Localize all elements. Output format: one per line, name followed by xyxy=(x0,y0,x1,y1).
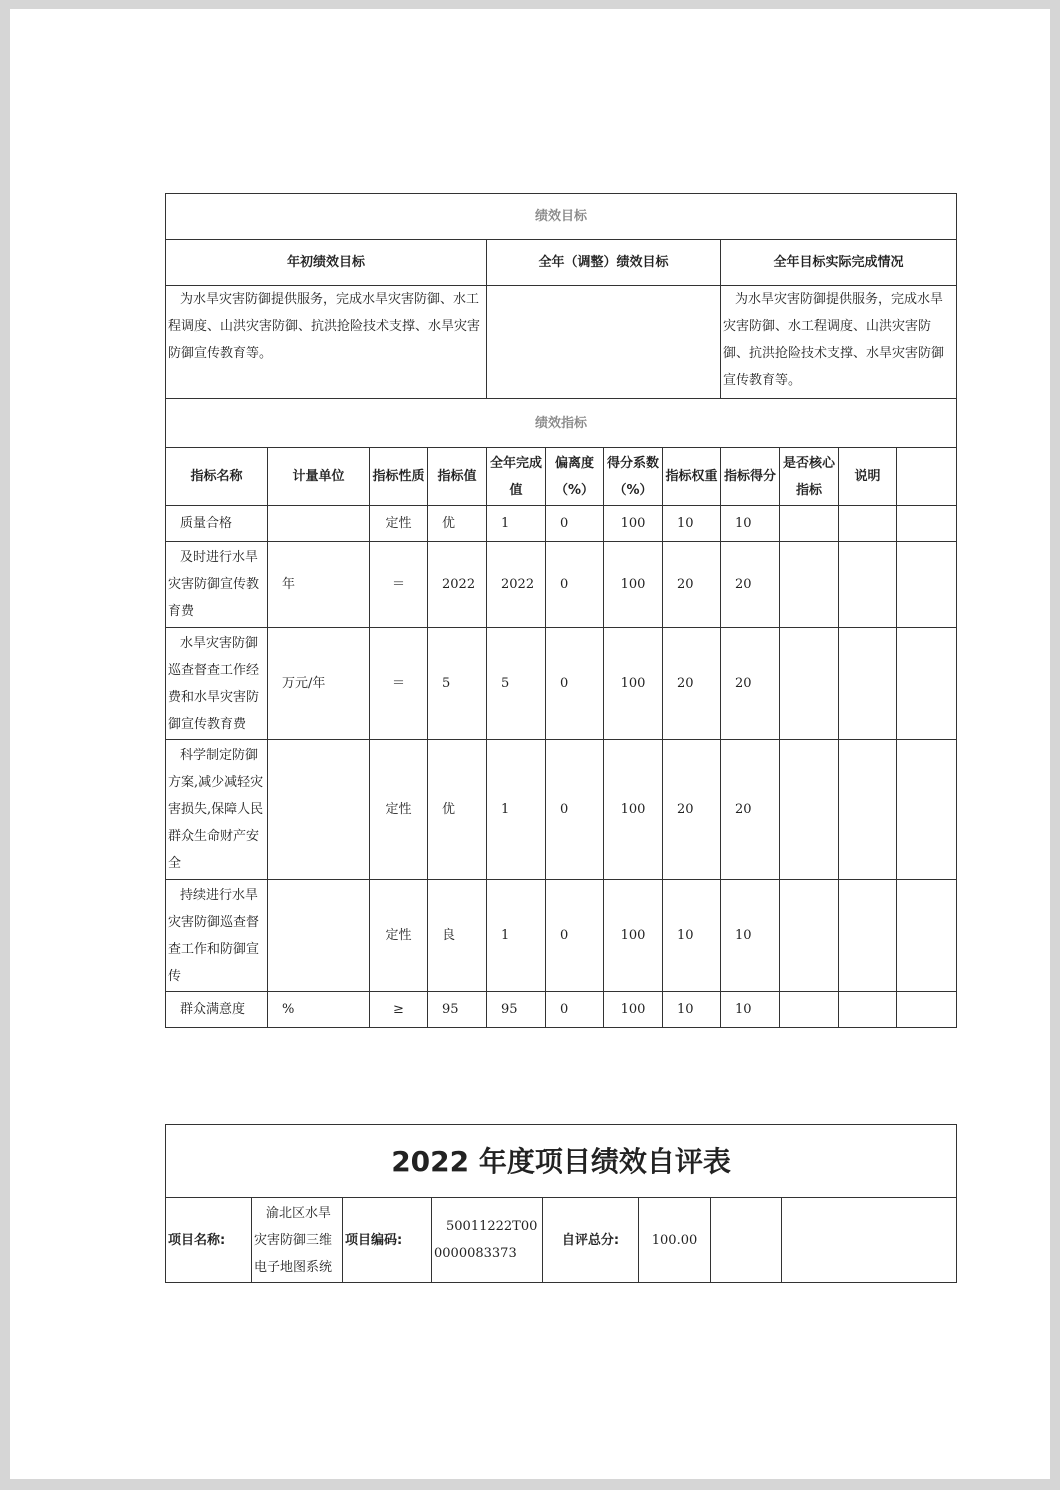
project-code-label: 项目编码: xyxy=(343,1198,432,1283)
cell-core xyxy=(780,542,839,628)
header-cell: 指标得分 xyxy=(721,448,780,506)
cell-indicator-name: 持续进行水旱灾害防御巡查督查工作和防御宣传 xyxy=(166,880,268,992)
cell-target: 2022 xyxy=(428,542,487,628)
cell-note xyxy=(839,506,897,542)
header-cell: 指标名称 xyxy=(166,448,268,506)
cell-indicator-name: 及时进行水旱灾害防御宣传教育费 xyxy=(166,542,268,628)
cell-unit: 万元/年 xyxy=(268,628,370,740)
cell-deviation: 0 xyxy=(546,992,604,1028)
table-row xyxy=(166,740,957,880)
cell-actual: 95 xyxy=(487,992,546,1028)
cell-core xyxy=(780,880,839,992)
cell-unit: 年 xyxy=(268,542,370,628)
cell-actual: 1 xyxy=(487,506,546,542)
col-initial-goal: 年初绩效目标 xyxy=(166,240,487,286)
header-cell: 是否核心指标 xyxy=(780,448,839,506)
cell-coefficient: 100 xyxy=(604,506,663,542)
cell-weight: 20 xyxy=(663,628,721,740)
score-label: 自评总分: xyxy=(543,1198,639,1283)
cell-note xyxy=(839,542,897,628)
cell-note xyxy=(839,628,897,740)
cell-weight: 10 xyxy=(663,880,721,992)
cell-coefficient: 100 xyxy=(604,992,663,1028)
cell-score: 10 xyxy=(721,506,780,542)
empty-cell xyxy=(711,1198,782,1283)
cell-indicator-name: 科学制定防御方案,减少减轻灾害损失,保障人民群众生命财产安全 xyxy=(166,740,268,880)
cell-extra xyxy=(897,506,957,542)
cell-score: 10 xyxy=(721,880,780,992)
project-code-value: 50011222T000000083373 xyxy=(432,1198,543,1283)
cell-target: 95 xyxy=(428,992,487,1028)
cell-actual: 1 xyxy=(487,880,546,992)
cell-deviation: 0 xyxy=(546,880,604,992)
cell-extra xyxy=(897,542,957,628)
cell-nature: ＝ xyxy=(370,628,428,740)
cell-indicator-name: 群众满意度 xyxy=(166,992,268,1028)
performance-table xyxy=(165,193,957,1028)
cell-note xyxy=(839,880,897,992)
header-cell: 说明 xyxy=(839,448,897,506)
cell-deviation: 0 xyxy=(546,740,604,880)
cell-extra xyxy=(897,740,957,880)
cell-core xyxy=(780,992,839,1028)
cell-target: 优 xyxy=(428,740,487,880)
cell-coefficient: 100 xyxy=(604,740,663,880)
adjusted-goal-text xyxy=(487,286,721,399)
header-cell: 得分系数（%） xyxy=(604,448,663,506)
cell-target: 优 xyxy=(428,506,487,542)
cell-deviation: 0 xyxy=(546,506,604,542)
project-name-value: 渝北区水旱灾害防御三维电子地图系统 xyxy=(252,1198,343,1283)
header-cell: 计量单位 xyxy=(268,448,370,506)
cell-nature: 定性 xyxy=(370,506,428,542)
cell-score: 10 xyxy=(721,992,780,1028)
empty-cell xyxy=(782,1198,957,1283)
table-row xyxy=(166,628,957,740)
cell-coefficient: 100 xyxy=(604,542,663,628)
cell-weight: 20 xyxy=(663,740,721,880)
cell-note xyxy=(839,992,897,1028)
section-title-goals: 绩效目标 xyxy=(166,194,957,240)
cell-unit xyxy=(268,740,370,880)
col-actual-completion: 全年目标实际完成情况 xyxy=(721,240,957,286)
cell-extra xyxy=(897,880,957,992)
cell-nature: ≥ xyxy=(370,992,428,1028)
cell-deviation: 0 xyxy=(546,542,604,628)
section-title-indicators: 绩效指标 xyxy=(166,399,957,448)
cell-nature: 定性 xyxy=(370,880,428,992)
cell-actual: 2022 xyxy=(487,542,546,628)
cell-nature: ＝ xyxy=(370,542,428,628)
table-row xyxy=(166,880,957,992)
cell-unit: % xyxy=(268,992,370,1028)
cell-coefficient: 100 xyxy=(604,880,663,992)
header-cell: 偏离度（%） xyxy=(546,448,604,506)
indicator-header-row xyxy=(166,448,957,506)
cell-indicator-name: 水旱灾害防御巡查督查工作经费和水旱灾害防御宣传教育费 xyxy=(166,628,268,740)
cell-weight: 10 xyxy=(663,992,721,1028)
cell-target: 5 xyxy=(428,628,487,740)
table-row xyxy=(166,542,957,628)
cell-extra xyxy=(897,992,957,1028)
cell-weight: 20 xyxy=(663,542,721,628)
cell-actual: 5 xyxy=(487,628,546,740)
cell-deviation: 0 xyxy=(546,628,604,740)
col-adjusted-goal: 全年（调整）绩效目标 xyxy=(487,240,721,286)
cell-coefficient: 100 xyxy=(604,628,663,740)
cell-weight: 10 xyxy=(663,506,721,542)
project-name-label: 项目名称: xyxy=(166,1198,252,1283)
cell-core xyxy=(780,628,839,740)
cell-target: 良 xyxy=(428,880,487,992)
header-cell: 全年完成值 xyxy=(487,448,546,506)
cell-extra xyxy=(897,628,957,740)
cell-unit xyxy=(268,880,370,992)
cell-core xyxy=(780,740,839,880)
cell-actual: 1 xyxy=(487,740,546,880)
initial-goal-text: 为水旱灾害防御提供服务，完成水旱灾害防御、水工程调度、山洪灾害防御、抗洪抢险技术支撑、水旱灾害防御宣传教育等。 xyxy=(166,286,487,399)
header-cell: 指标权重 xyxy=(663,448,721,506)
cell-note xyxy=(839,740,897,880)
cell-score: 20 xyxy=(721,740,780,880)
table-row xyxy=(166,992,957,1028)
table-row xyxy=(166,506,957,542)
cell-score: 20 xyxy=(721,628,780,740)
actual-completion-text: 为水旱灾害防御提供服务，完成水旱灾害防御、水工程调度、山洪灾害防御、抗洪抢险技术支撑、水旱灾害防御宣传教育等。 xyxy=(721,286,957,399)
self-evaluation-table xyxy=(165,1124,957,1283)
page-title: 2022 年度项目绩效自评表 xyxy=(166,1125,957,1198)
cell-nature: 定性 xyxy=(370,740,428,880)
cell-core xyxy=(780,506,839,542)
cell-unit xyxy=(268,506,370,542)
score-value: 100.00 xyxy=(639,1198,711,1283)
document-page xyxy=(10,9,1050,1479)
header-cell xyxy=(897,448,957,506)
header-cell: 指标性质 xyxy=(370,448,428,506)
cell-score: 20 xyxy=(721,542,780,628)
cell-indicator-name: 质量合格 xyxy=(166,506,268,542)
header-cell: 指标值 xyxy=(428,448,487,506)
